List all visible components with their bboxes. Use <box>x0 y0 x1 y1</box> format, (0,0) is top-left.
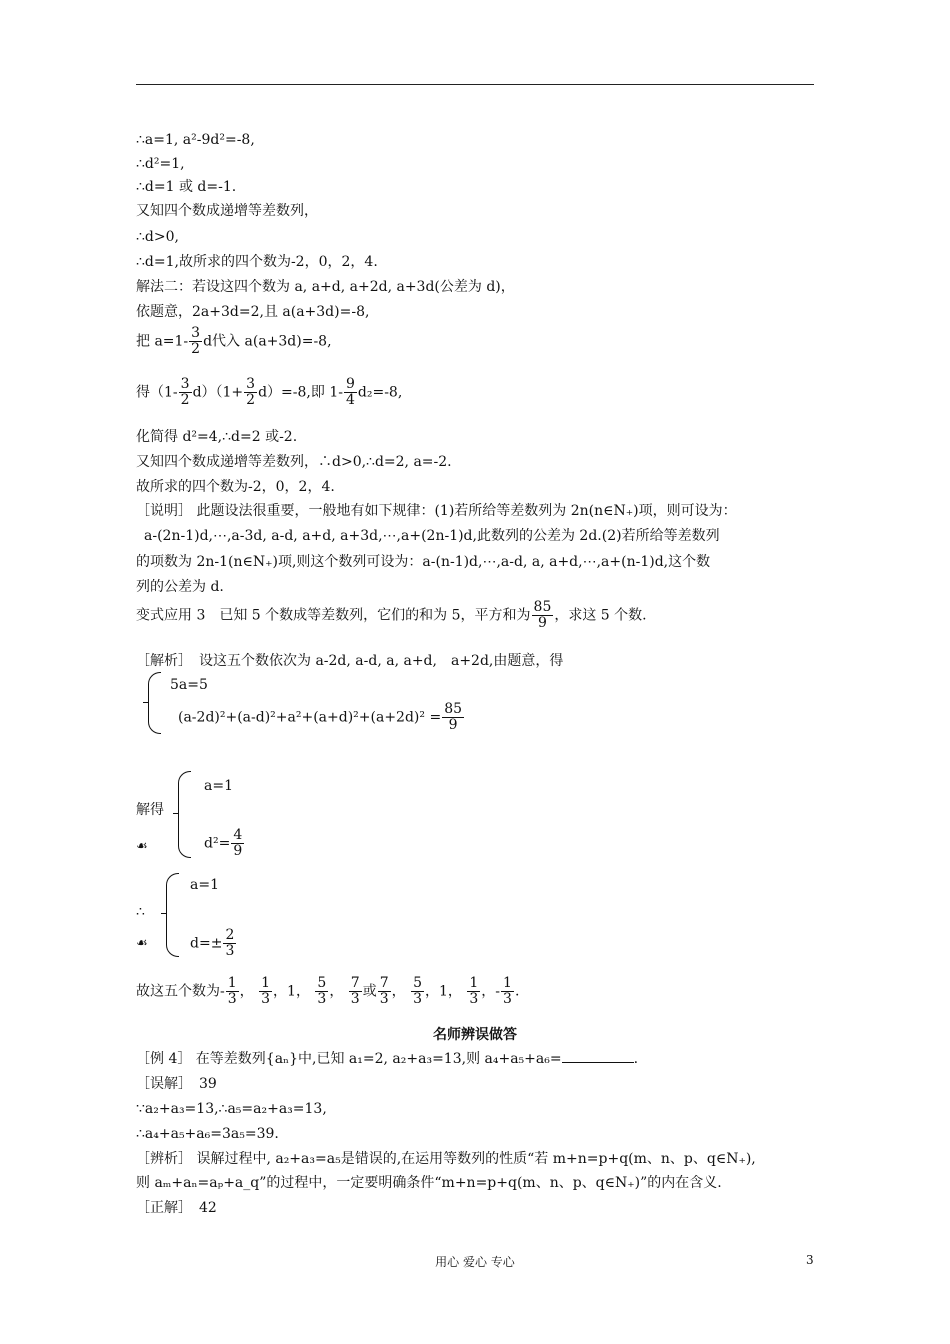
fraction: $\frac{1}{3}$ <box>469 975 479 1007</box>
equation: d=± $\frac{2}{3}$ <box>190 927 235 959</box>
header-rule <box>136 84 814 85</box>
text-line: 则 aₘ+aₙ=aₚ+a_q”的过程中，一定要明确条件“m+n=p+q(m、n、p、q∈N₊)”的内在含义. <box>136 1175 722 1191</box>
footer-text: 用心 爱心 专心 <box>435 1255 515 1269</box>
text-line: 又知四个数成递增等差数列， <box>136 203 318 219</box>
ornament-icon: ☙ <box>136 839 148 854</box>
text-line: ∴d>0, <box>136 229 179 245</box>
fraction: $\frac{3}{2}$ <box>191 325 201 357</box>
equation: a=1 <box>190 877 219 893</box>
text-line: ∴a₄+a₅+a₆=3a₅=39. <box>136 1126 279 1142</box>
fraction: $\frac{1}{3}$ <box>503 975 512 1007</box>
page-number: 3 <box>806 1253 814 1267</box>
fraction: $\frac{9}{4}$ <box>345 376 355 408</box>
fraction: $\frac{1}{3}$ <box>261 975 271 1007</box>
text-line: ［误解］ 39 <box>136 1076 217 1092</box>
text-line: 故所求的四个数为-2，0，2，4. <box>136 479 335 495</box>
brace <box>166 873 179 957</box>
section-title: 名师辨误做答 <box>433 1027 517 1043</box>
brace-tip <box>173 813 179 814</box>
text-line: ［正解］ 42 <box>136 1200 217 1216</box>
brace <box>148 672 161 734</box>
text-line: ∴d=1 或 d=-1. <box>136 179 237 195</box>
equation: (a-2d)²+(a-d)²+a²+(a+d)²+(a+2d)² = $\frac{85}{9}$ <box>178 701 463 733</box>
therefore-symbol: ∴ <box>136 904 145 920</box>
equation: a=1 <box>204 778 233 794</box>
fraction: $\frac{3}{2}$ <box>180 376 190 408</box>
equation: d²= $\frac{4}{9}$ <box>204 827 243 859</box>
example-line: ［例 4］ 在等差数列{aₙ}中,已知 a₁=2, a₂+a₃=13,则 a₄+a₅+a₆= . <box>136 1051 639 1067</box>
fraction: $\frac{5}{3}$ <box>317 975 327 1007</box>
fraction: $\frac{85}{9}$ <box>533 599 552 631</box>
note-line: ［说明］ 此题设法很重要，一般地有如下规律：(1)若所给等差数列为 2n(n∈N₊)项，则可设为： <box>136 503 737 519</box>
fraction: $\frac{3}{2}$ <box>246 376 256 408</box>
text-line: ∴d=1,故所求的四个数为-2，0，2，4. <box>136 254 378 270</box>
brace-tip <box>161 913 167 914</box>
equation: 5a=5 <box>170 677 208 693</box>
fraction: $\frac{7}{3}$ <box>379 975 389 1007</box>
note-line: a-(2n-1)d,⋯,a-3d, a-d, a+d, a+3d,⋯,a+(2n-1)d,此数列的公差为 2d.(2)若所给等差数列 <box>144 528 720 544</box>
text-line: 解法二：若设这四个数为 a, a+d, a+2d, a+3d(公差为 d)， <box>136 279 515 295</box>
note-line: 列的公差为 d. <box>136 579 224 595</box>
answer-blank <box>562 1050 634 1063</box>
text-line: ∴d²=1, <box>136 156 185 172</box>
fraction: $\frac{4}{9}$ <box>233 827 243 859</box>
math-line: 得（1- $\frac{3}{2}$ d）（1+ $\frac{3}{2}$ d）=-8,即 1- $\frac{9}{4}$ d₂=-8, <box>136 376 403 408</box>
math-line: 把 a=1- $\frac{3}{2}$ d代入 a(a+3d)=-8, <box>136 325 332 357</box>
note-line: 的项数为 2n-1(n∈N₊)项,则这个数列可设为：a-(n-1)d,⋯,a-d, a, a+d,⋯,a+(n-1)d,这个数 <box>136 554 711 570</box>
ornament-icon: ☙ <box>136 936 148 951</box>
solution-label: 解得 <box>136 802 164 818</box>
fraction: $\frac{2}{3}$ <box>225 927 235 959</box>
brace-tip <box>143 702 149 703</box>
text-line: ∴a=1, a²-9d²=-8, <box>136 132 255 148</box>
analysis-line: ［解析］ 设这五个数依次为 a-2d, a-d, a, a+d, a+2d,由题意，得 <box>136 653 564 669</box>
text-line: ［辨析］ 误解过程中, a₂+a₃=a₅是错误的,在运用等数列的性质“若 m+n=p+q(m、n、p、q∈N₊), <box>136 1151 756 1167</box>
text-line: 依题意，2a+3d=2,且 a(a+3d)=-8, <box>136 304 370 320</box>
fraction: $\frac{5}{3}$ <box>413 975 422 1007</box>
text-line: 又知四个数成递增等差数列，∴d>0,∴d=2, a=-2. <box>136 454 452 470</box>
fraction: $\frac{85}{9}$ <box>444 701 463 733</box>
answer-line: 故这五个数为- $\frac{1}{3}$ ， $\frac{1}{3}$ ，1， $\frac{5}{3}$ ， $\frac{7}{3}$ 或 $\frac{7}{3}$ ， $\frac{5}{3}$ ，1， $\frac{1}{3}$ ，- $\frac{1}{3}$ . <box>136 975 520 1007</box>
brace <box>178 771 191 858</box>
text-line: 化简得 d²=4,∴d=2 或-2. <box>136 429 298 445</box>
fraction: $\frac{7}{3}$ <box>350 975 360 1007</box>
exercise-line: 变式应用 3 已知 5 个数成等差数列，它们的和为 5，平方和为 $\frac{85}{9}$ ，求这 5 个数. <box>136 599 647 631</box>
fraction: $\frac{1}{3}$ <box>227 975 237 1007</box>
text-line: ∵a₂+a₃=13,∴a₅=a₂+a₃=13, <box>136 1101 327 1117</box>
